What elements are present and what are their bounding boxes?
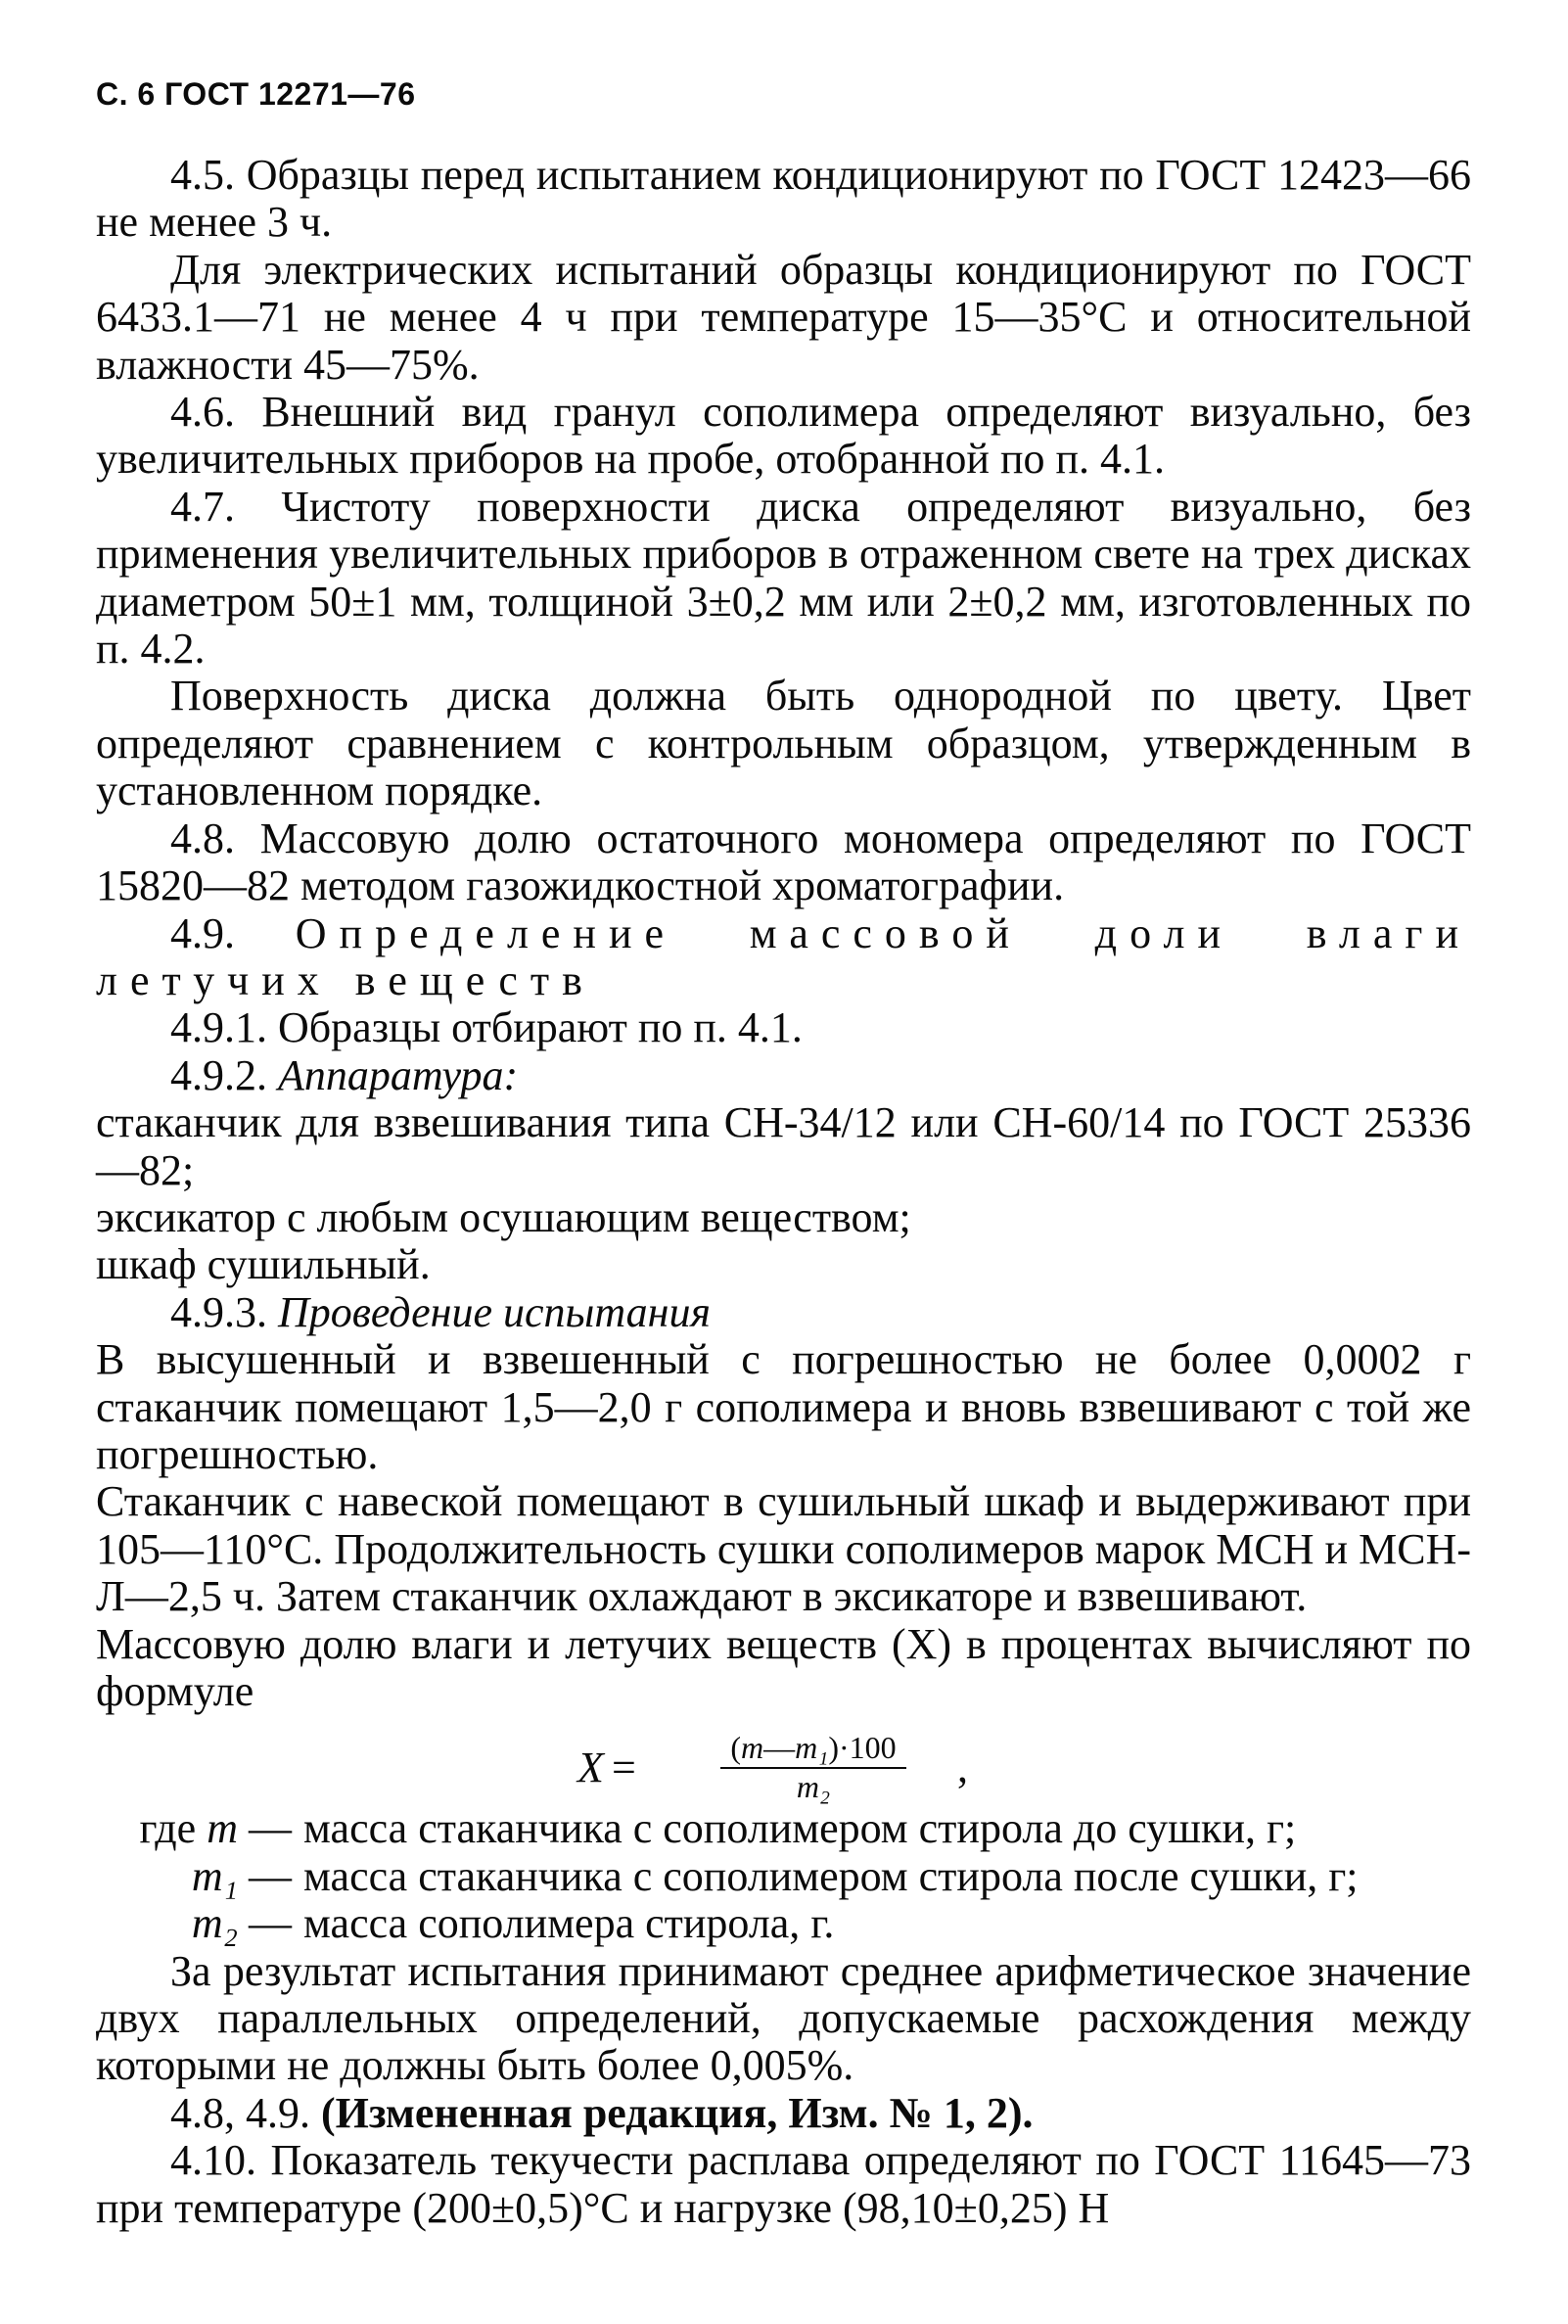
paragraph-4-6: 4.6. Внешний вид гранул сополимера определяют визуально, без увеличительных приборов на пробе, отобранной по п. 4.1.: [96, 388, 1471, 484]
subsection-heading-4-9-2: [96, 1052, 1471, 1099]
definition-dash: —: [249, 1851, 292, 1900]
definition-symbol-text: m: [207, 1804, 238, 1853]
paragraph-4-8: 4.8. Массовую долю остаточного мономера определяют по ГОСТ 15820—82 методом газожидкостной хроматографии.: [96, 813, 1471, 910]
amendment-note: [96, 2090, 1471, 2137]
subsection-title: Проведение испытания: [278, 1287, 711, 1336]
definition-dash: —: [249, 1804, 292, 1853]
definition-text: масса стаканчика с сополимером стирола после сушки, г;: [303, 1851, 1359, 1900]
paragraph-4-10: 4.10. Показатель текучести расплава определяют по ГОСТ 11645—73 при температуре (200±0,5)°С и нагрузке (98,10±0,25) Н: [96, 2136, 1471, 2232]
amendment-text: (Измененная редакция, Изм. № 1, 2).: [321, 2088, 1034, 2137]
subsection-number: 4.9.2.: [170, 1050, 267, 1099]
paragraph-drying: Стаканчик с навеской помещают в сушильный шкаф и выдерживают при 105—110°С. Продолжительность сушки сополимеров марок МСН и МСН-Л—2,5 ч. Затем стаканчик охлаждают в эксикаторе и взвешивают.: [96, 1477, 1471, 1621]
numerator-paren-open: (: [730, 1730, 741, 1766]
definition-symbol: [96, 1900, 303, 1947]
section-heading-4-9: [96, 910, 1471, 1005]
apparatus-item-oven: шкаф сушильный.: [96, 1240, 431, 1289]
formula-comma: ,: [957, 1743, 968, 1792]
document-page: [96, 76, 1471, 2232]
section-title: Определение массовой доли влаги летучих веществ: [96, 908, 1471, 1004]
paragraph-4-7: 4.7. Чистоту поверхности диска определяют визуально, без применения увеличительных приборов в отраженном свете на трех дисках диаметром 50±1 мм, толщиной 3±0,2 мм или 2±0,2 мм, изготовленных по п. 4.2.: [96, 482, 1471, 674]
formula-equals: =: [612, 1743, 636, 1792]
formula-lhs: X: [577, 1743, 604, 1792]
paragraph-4-9-1: 4.9.1. Образцы отбирают по п. 4.1.: [170, 1003, 803, 1052]
formula-definitions: [96, 1805, 1471, 1947]
numerator-dash: —: [763, 1730, 796, 1766]
subsection-number: 4.9.3.: [170, 1287, 267, 1336]
definition-dash: —: [249, 1899, 292, 1948]
definition-symbol: [96, 1805, 303, 1852]
apparatus-item-desiccator: эксикатор с любым осушающим веществом;: [96, 1192, 911, 1241]
numerator-m: m: [741, 1730, 764, 1766]
section-number: 4.9.: [170, 908, 235, 957]
paragraph-weighing: В высушенный и взвешенный с погрешностью не более 0,0002 г стаканчик помещают 1,5—2,0 г сополимера и вновь взвешивают с той же погрешностью.: [96, 1335, 1471, 1478]
paragraph-4-5: 4.5. Образцы перед испытанием кондиционируют по ГОСТ 12423—66 не менее 3 ч.: [96, 151, 1471, 247]
paragraph-surface-color: Поверхность диска должна быть однородной по цвету. Цвет определяют сравнением с контрольным образцом, утвержденным в установленном порядке.: [96, 672, 1471, 815]
definition-prefix: где: [139, 1804, 197, 1853]
subsection-title: Аппаратура:: [278, 1050, 519, 1099]
formula-denominator: m₂: [796, 1769, 831, 1805]
definition-text: масса сополимера стирола, г.: [303, 1899, 835, 1948]
apparatus-item-cup: стаканчик для взвешивания типа СН-34/12 или СН-60/14 по ГОСТ 25336—82;: [96, 1098, 1471, 1194]
numerator-rest: )·100: [828, 1730, 897, 1766]
formula-fraction: [681, 1721, 945, 1804]
moisture-formula: [96, 1721, 1471, 1803]
definition-symbol: [96, 1853, 303, 1900]
document-body: [96, 152, 1471, 2232]
numerator-m1: m₁: [795, 1730, 829, 1766]
page-header: С. 6 ГОСТ 12271—76: [96, 76, 416, 112]
formula-numerator: [720, 1730, 905, 1769]
paragraph-electrical-conditioning: Для электрических испытаний образцы кондиционируют по ГОСТ 6433.1—71 не менее 4 ч при температуре 15—35°С и относительной влажности 45—75%.: [96, 245, 1471, 389]
definition-symbol-text: m₁: [191, 1851, 238, 1900]
amendment-sections: 4.8, 4.9.: [170, 2088, 310, 2137]
definition-symbol-text: m₂: [191, 1899, 238, 1948]
paragraph-formula-intro: Массовую долю влаги и летучих веществ (X) в процентах вычисляют по формуле: [96, 1619, 1471, 1715]
definition-text: масса стаканчика с сополимером стирола до сушки, г;: [303, 1804, 1297, 1853]
subsection-heading-4-9-3: [96, 1289, 1471, 1336]
paragraph-result: За результат испытания принимают среднее арифметическое значение двух параллельных определений, допускаемые расхождения между которыми не должны быть более 0,005%.: [96, 1946, 1471, 2090]
